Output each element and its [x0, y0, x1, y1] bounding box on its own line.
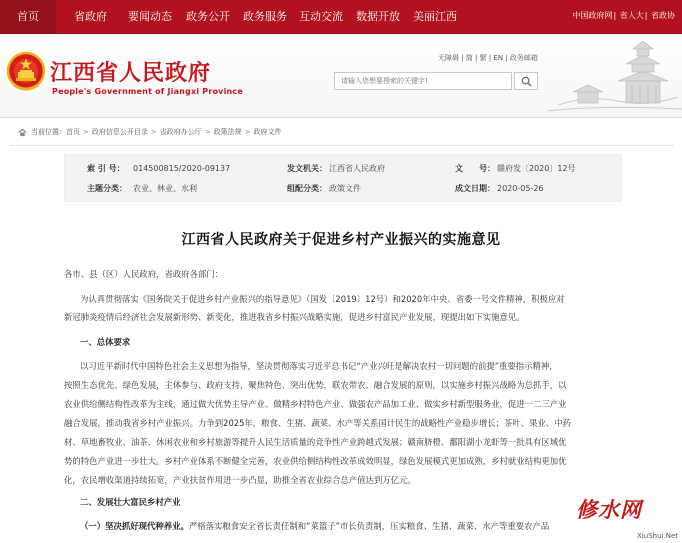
nav-item-beautiful-jiangxi[interactable]: 美丽江西 — [413, 10, 457, 23]
docno-value: 赣府发〔2020〕12号 — [497, 164, 576, 173]
body-line: 化，农民增收渠道持续拓宽，产业扶贫作用进一步凸显，助推全省农业综合总产值达到万亿元。 — [64, 475, 416, 485]
date-label: 成文日期： — [455, 184, 495, 193]
search-icon — [521, 76, 532, 87]
breadcrumb-label: 当前位置： — [31, 128, 66, 136]
body-line: 农业供给侧结构性改革为主线，通过做大优势主导产业、做精乡村特色产业、做强农产品加工业、做实乡村新型服务业，促进一二三产业 — [64, 399, 567, 409]
intro-line: 为认真贯彻落实《国务院关于促进乡村产业振兴的指导意见》（国发〔2019〕12号）和2020年中央、省委一号文件精神，积极应对 — [80, 294, 565, 304]
genre-value: 政策文件 — [329, 184, 361, 193]
issuer-value: 江西省人民政府 — [329, 164, 385, 173]
info-row — [65, 179, 623, 199]
nav-item-services[interactable]: 政务服务 — [243, 10, 287, 23]
nav-item-home[interactable]: 首页 — [0, 0, 56, 34]
index-value: 014500815/2020-09137 — [133, 164, 231, 173]
link-provincial-congress[interactable]: 省人大 — [619, 11, 644, 20]
document-info-table — [64, 154, 622, 202]
breadcrumb-item-policy[interactable]: 政策法规 — [213, 128, 242, 136]
breadcrumb-separator: > — [204, 128, 211, 136]
docno-label: 文 号： — [455, 164, 495, 173]
salutation: 各市、县（区）人民政府，省政府各部门： — [64, 269, 224, 279]
utility-links[interactable]: 无障碍 | 简 | 繁 | EN | 政务邮箱 — [438, 54, 538, 62]
site-english-name: People's Government of Jiangxi Province — [52, 87, 243, 96]
watermark — [576, 494, 680, 542]
breadcrumb-separator: > — [150, 128, 157, 136]
breadcrumb — [18, 126, 282, 138]
watermark-url: XiuShui.Net — [637, 532, 678, 540]
section-heading: 一、总体要求 — [80, 337, 131, 347]
sub-heading: （一）坚决抓好现代种养业。 — [80, 521, 189, 531]
nav-item-interaction[interactable]: 互动交流 — [299, 10, 343, 23]
body-line: 按照生态优先、绿色发展，主体参与、政府支持，聚焦特色、突出优势，联农带农、融合发展的原则，以实施乡村振兴战略为总抓手，以 — [64, 380, 567, 390]
index-label: 索 引 号： — [87, 164, 125, 173]
sub-text: 严格落实粮食安全省长责任制和“菜篮子”市长负责制，压实粮食、生猪、蔬菜、水产等重要农产品 — [188, 521, 550, 531]
breadcrumb-item-office[interactable]: 省政府办公厅 — [159, 128, 202, 136]
search-button[interactable] — [514, 72, 538, 90]
link-china-gov[interactable]: 中国政府网 — [572, 11, 613, 20]
body-line: 以习近平新时代中国特色社会主义思想为指导，坚决贯彻落实习近平总书记“产业兴旺是解决农村一切问题的前提”重要指示精神， — [80, 361, 558, 371]
nav-item-news[interactable]: 要闻动态 — [128, 10, 172, 23]
nav-item-open-data[interactable]: 数据开放 — [356, 10, 400, 23]
intro-line: 新冠肺炎疫情后经济社会发展新形势、新变化，推进我省乡村振兴战略实施，促进乡村富民产业发展，现提出如下实施意见。 — [64, 312, 525, 322]
breadcrumb-item-documents[interactable]: 政府文件 — [253, 128, 282, 136]
section-heading: 二、发展壮大富民乡村产业 — [80, 497, 181, 507]
body-line: 势的特色产业进一步壮大。乡村产业体系不断健全完善，农业供给侧结构性改革成效明显，绿色发展模式更加成熟，乡村就业结构更加优 — [64, 456, 567, 466]
body-line: 融合发展，推动我省乡村产业振兴。力争到2025年，粮食、生猪、蔬菜、水产等关系国计民生的战略性产业稳步增长；茶叶、果业、中药 — [64, 418, 572, 428]
breadcrumb-separator: > — [83, 128, 89, 136]
site-header — [0, 35, 682, 118]
breadcrumb-item-home[interactable]: 首页 — [66, 128, 80, 136]
issuer-label: 发文机关： — [287, 164, 327, 173]
info-row — [65, 159, 623, 179]
site-name[interactable]: 江西省人民政府 — [50, 60, 212, 86]
body-line — [80, 520, 549, 532]
search-input[interactable] — [334, 72, 512, 90]
nav-item-government[interactable]: 省政府 — [74, 10, 107, 23]
watermark-logo: 修水网 — [576, 497, 642, 522]
divider — [10, 145, 674, 146]
nav-item-public-affairs[interactable]: 政务公开 — [186, 10, 230, 23]
date-value: 2020-05-26 — [497, 184, 544, 193]
top-right-links: 中国政府网| 省人大| 省政协 — [572, 11, 675, 20]
body-line: 材、草地畜牧业、油茶、休闲农业和乡村旅游等提升人民生活质量的竞争性产业跨越式发展；赣南脐橙、鄱阳湖小龙虾等一批具有区域优 — [64, 437, 567, 447]
link-provincial-cppcc[interactable]: 省政协 — [651, 11, 675, 20]
breadcrumb-item-catalog[interactable]: 政府信息公开目录 — [91, 128, 148, 136]
genre-label: 组配分类： — [287, 184, 327, 193]
home-icon — [18, 128, 27, 137]
breadcrumb-separator: > — [244, 128, 251, 136]
article-title: 江西省人民政府关于促进乡村产业振兴的实施意见 — [181, 232, 501, 248]
tengwang-pavilion-illustration — [548, 35, 682, 118]
topic-label: 主题分类： — [87, 184, 127, 193]
top-nav-bar — [0, 0, 682, 34]
national-emblem-icon — [6, 51, 46, 93]
topic-value: 农业、林业、水利 — [133, 184, 197, 193]
